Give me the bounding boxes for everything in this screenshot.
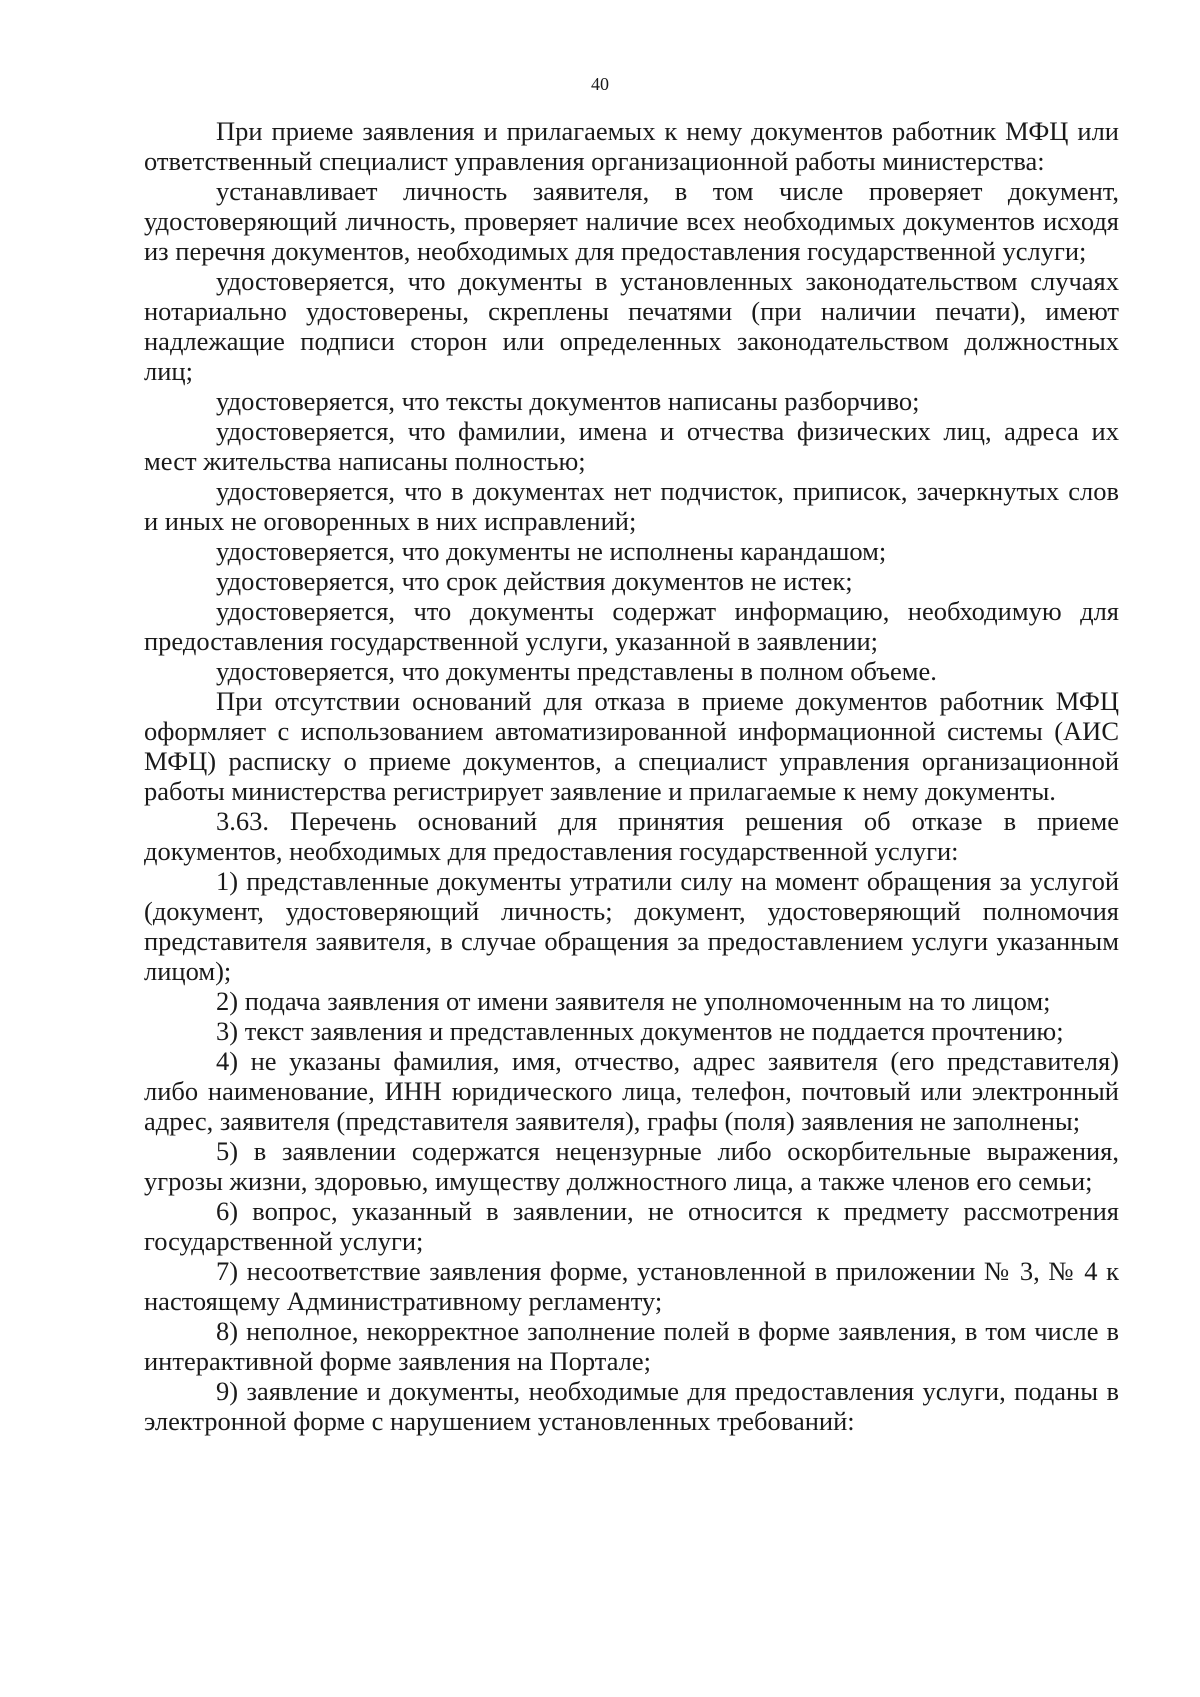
paragraph-intro: При приеме заявления и прилагаемых к нему документов работник МФЦ или ответственный специалист управления организационной работы министерства: xyxy=(144,116,1119,176)
paragraph-validity-check: удостоверяется, что срок действия документов не истек; xyxy=(216,566,853,596)
list-item-3: 3) текст заявления и представленных документов не поддается прочтению; xyxy=(216,1016,1064,1046)
list-item-1: 1) представленные документы утратили силу на момент обращения за услугой (документ, удостоверяющий личность; документ, удостоверяющий полномочия представителя заявителя, в случае обращения за предоставлением услуги указанным лицом); xyxy=(144,866,1119,986)
paragraph-legibility-check: удостоверяется, что тексты документов написаны разборчиво; xyxy=(216,386,920,416)
list-item-4: 4) не указаны фамилия, имя, отчество, адрес заявителя (его представителя) либо наименование, ИНН юридического лица, телефон, почтовый или электронный адрес, заявителя (представителя заявителя), графы (поля) заявления не заполнены; xyxy=(144,1046,1119,1136)
paragraph-notary-check: удостоверяется, что документы в установленных законодательством случаях нотариально удостоверены, скреплены печатями (при наличии печати), имеют надлежащие подписи сторон или определенных законодательством должностных лиц; xyxy=(144,266,1119,386)
list-item-7: 7) несоответствие заявления форме, установленной в приложении № 3, № 4 к настоящему Административному регламенту; xyxy=(144,1256,1119,1316)
paragraph-names-check: удостоверяется, что фамилии, имена и отчества физических лиц, адреса их мест жительства написаны полностью; xyxy=(144,416,1119,476)
paragraph-information-check: удостоверяется, что документы содержат информацию, необходимую для предоставления государственной услуги, указанной в заявлении; xyxy=(144,596,1119,656)
paragraph-pencil-check: удостоверяется, что документы не исполнены карандашом; xyxy=(216,536,887,566)
list-item-5: 5) в заявлении содержатся нецензурные либо оскорбительные выражения, угрозы жизни, здоровью, имуществу должностного лица, а также членов его семьи; xyxy=(144,1136,1119,1196)
list-item-2: 2) подача заявления от имени заявителя не уполномоченным на то лицом; xyxy=(216,986,1051,1016)
list-item-6: 6) вопрос, указанный в заявлении, не относится к предмету рассмотрения государственной услуги; xyxy=(144,1196,1119,1256)
document-body xyxy=(144,116,1119,1436)
paragraph-section-3-63: 3.63. Перечень оснований для принятия решения об отказе в приеме документов, необходимых для предоставления государственной услуги: xyxy=(144,806,1119,866)
paragraph-completeness-check: удостоверяется, что документы представлены в полном объеме. xyxy=(216,656,937,686)
list-item-8: 8) неполное, некорректное заполнение полей в форме заявления, в том числе в интерактивной форме заявления на Портале; xyxy=(144,1316,1119,1376)
paragraph-identity-check: устанавливает личность заявителя, в том числе проверяет документ, удостоверяющий личность, проверяет наличие всех необходимых документов исходя из перечня документов, необходимых для предоставления государственной услуги; xyxy=(144,176,1119,266)
page-number: 40 xyxy=(591,74,609,94)
list-item-9: 9) заявление и документы, необходимые для предоставления услуги, поданы в электронной форме с нарушением установленных требований: xyxy=(144,1376,1119,1436)
paragraph-corrections-check: удостоверяется, что в документах нет подчисток, приписок, зачеркнутых слов и иных не оговоренных в них исправлений; xyxy=(144,476,1119,536)
paragraph-receipt: При отсутствии оснований для отказа в приеме документов работник МФЦ оформляет с использованием автоматизированной информационной системы (АИС МФЦ) расписку о приеме документов, а специалист управления организационной работы министерства регистрирует заявление и прилагаемые к нему документы. xyxy=(144,686,1119,806)
